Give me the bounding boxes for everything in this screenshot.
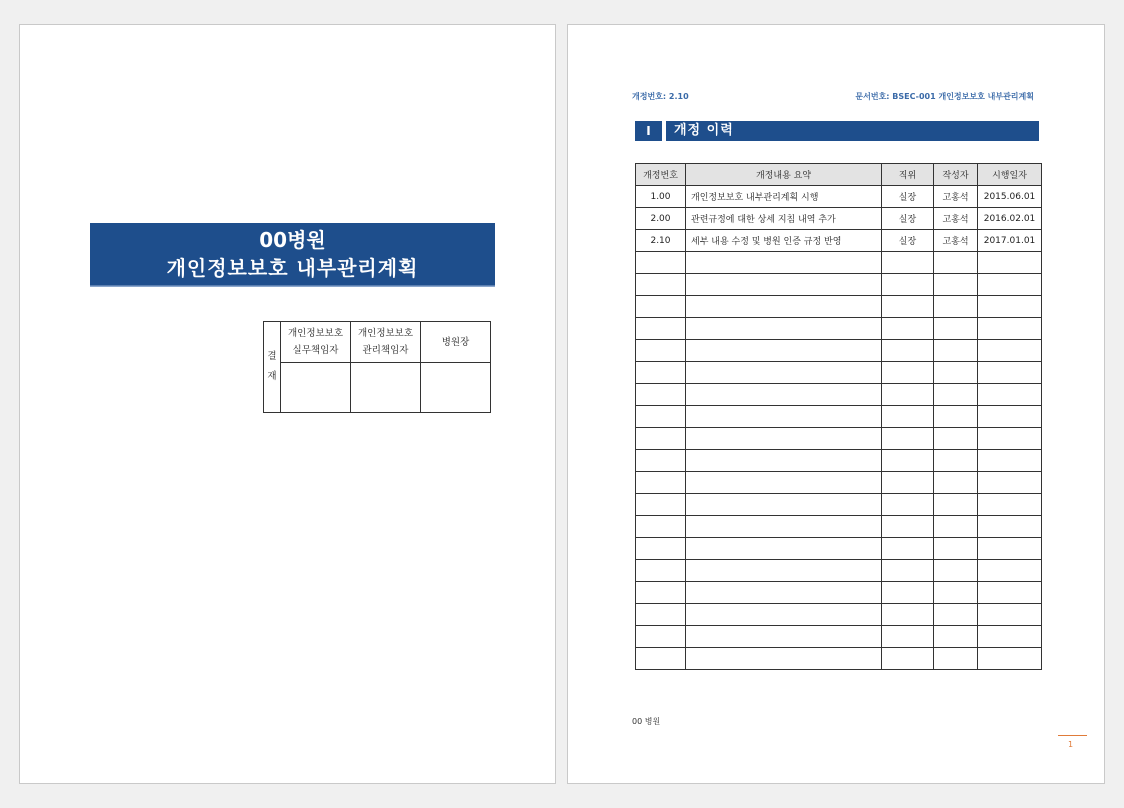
table-cell: [636, 494, 686, 516]
table-cell: [636, 582, 686, 604]
table-cell: [882, 318, 934, 340]
table-cell: [978, 406, 1042, 428]
table-header-row: [636, 164, 1042, 186]
table-row: [636, 186, 1042, 208]
table-row: [636, 208, 1042, 230]
table-row-empty: [636, 384, 1042, 406]
table-cell: 2.10: [636, 230, 686, 252]
approval-table: [263, 321, 491, 413]
table-cell: [882, 604, 934, 626]
table-row-empty: [636, 450, 1042, 472]
column-header: 개정번호: [636, 164, 686, 186]
table-cell: [636, 318, 686, 340]
table-cell: [978, 450, 1042, 472]
table-cell: [934, 560, 978, 582]
table-row-empty: [636, 538, 1042, 560]
table-cell: [978, 582, 1042, 604]
table-cell: [686, 648, 882, 670]
table-cell: [686, 472, 882, 494]
table-cell: 실장: [882, 186, 934, 208]
approval-header-text: 개인정보보호: [357, 328, 414, 339]
table-cell: [882, 472, 934, 494]
table-row-empty: [636, 472, 1042, 494]
table-cell: [636, 340, 686, 362]
table-cell: [934, 516, 978, 538]
table-cell: 2017.01.01: [978, 230, 1042, 252]
table-cell: [934, 450, 978, 472]
table-cell: [686, 274, 882, 296]
table-cell: [686, 516, 882, 538]
table-cell: [686, 626, 882, 648]
page-number: 1: [1068, 740, 1074, 749]
table-cell: [978, 274, 1042, 296]
table-cell: [978, 340, 1042, 362]
approval-header-manager: [351, 322, 421, 363]
table-cell: [686, 296, 882, 318]
revision-history-page: [567, 24, 1105, 784]
section-number: I: [635, 121, 662, 141]
table-cell: [934, 296, 978, 318]
table-row-empty: [636, 516, 1042, 538]
table-cell: [636, 626, 686, 648]
cover-title-banner: [90, 223, 495, 287]
table-cell: [882, 648, 934, 670]
table-cell: 2016.02.01: [978, 208, 1042, 230]
table-row-empty: [636, 626, 1042, 648]
table-cell: 고홍석: [934, 186, 978, 208]
table-cell: [882, 494, 934, 516]
table-cell: 고홍석: [934, 230, 978, 252]
table-cell: [686, 384, 882, 406]
table-cell: [882, 428, 934, 450]
table-cell: [882, 450, 934, 472]
table-cell: [934, 472, 978, 494]
table-cell: [686, 252, 882, 274]
approval-side-label: [264, 322, 281, 413]
table-cell: [978, 296, 1042, 318]
column-header: 개정내용 요약: [686, 164, 882, 186]
table-row-empty: [636, 340, 1042, 362]
table-row-empty: [636, 274, 1042, 296]
table-cell: [636, 406, 686, 428]
table-cell: 실장: [882, 230, 934, 252]
table-cell: [882, 516, 934, 538]
table-cell: 2015.06.01: [978, 186, 1042, 208]
table-cell: 관련규정에 대한 상세 지침 내역 추가: [686, 208, 882, 230]
table-cell: [686, 318, 882, 340]
column-header: 작성자: [934, 164, 978, 186]
table-cell: [636, 604, 686, 626]
approval-header-text: 실무책임자: [292, 345, 339, 356]
table-cell: [882, 252, 934, 274]
table-cell: 고홍석: [934, 208, 978, 230]
table-cell: [686, 450, 882, 472]
table-cell: [882, 296, 934, 318]
signature-box: [281, 363, 351, 413]
document-title: 개인정보보호 내부관리계획: [166, 256, 419, 280]
table-cell: [882, 384, 934, 406]
table-cell: [978, 604, 1042, 626]
table-cell: [882, 560, 934, 582]
approval-header-text: 개인정보보호: [287, 328, 344, 339]
table-cell: [882, 274, 934, 296]
table-cell: [978, 384, 1042, 406]
footer-divider: [1058, 735, 1087, 736]
table-cell: [636, 296, 686, 318]
table-cell: [882, 538, 934, 560]
table-cell: [934, 582, 978, 604]
table-cell: [934, 428, 978, 450]
footer-hospital: 00 병원: [632, 717, 661, 726]
table-cell: [636, 252, 686, 274]
document-number-header: 문서번호: BSEC-001 개인정보보호 내부관리계획: [855, 92, 1034, 101]
table-row-empty: [636, 362, 1042, 384]
table-row-empty: [636, 252, 1042, 274]
cover-page: [19, 24, 556, 784]
table-cell: [686, 406, 882, 428]
table-cell: [934, 626, 978, 648]
table-cell: [636, 472, 686, 494]
approval-header-text: 관리책임자: [362, 345, 409, 356]
signature-box: [351, 363, 421, 413]
table-row-empty: [636, 582, 1042, 604]
table-cell: [978, 494, 1042, 516]
title-underline: [90, 286, 495, 287]
hospital-name: 00병원: [259, 228, 326, 252]
table-cell: [636, 274, 686, 296]
signature-box: [421, 363, 491, 413]
table-row-empty: [636, 296, 1042, 318]
table-cell: [882, 626, 934, 648]
approval-header-text: 병원장: [441, 336, 470, 348]
table-cell: [636, 560, 686, 582]
table-cell: [934, 318, 978, 340]
table-row-empty: [636, 494, 1042, 516]
table-cell: 개인정보보호 내부관리계획 시행: [686, 186, 882, 208]
table-cell: [882, 340, 934, 362]
table-cell: [978, 362, 1042, 384]
table-cell: 실장: [882, 208, 934, 230]
revision-number-header: 개정번호: 2.10: [632, 92, 689, 101]
table-cell: [978, 626, 1042, 648]
approval-side-char-2: 재: [267, 371, 277, 382]
table-cell: 2.00: [636, 208, 686, 230]
table-cell: [934, 252, 978, 274]
table-cell: [882, 406, 934, 428]
table-cell: [978, 648, 1042, 670]
table-cell: [686, 340, 882, 362]
approval-side-char-1: 결: [267, 351, 277, 362]
revision-table: [635, 163, 1042, 670]
table-cell: [978, 472, 1042, 494]
table-cell: [934, 340, 978, 362]
table-cell: [636, 384, 686, 406]
table-row-empty: [636, 560, 1042, 582]
table-cell: [978, 252, 1042, 274]
table-row-empty: [636, 428, 1042, 450]
approval-header-director: [421, 322, 491, 363]
table-cell: [686, 428, 882, 450]
column-header: 시행일자: [978, 164, 1042, 186]
table-cell: [636, 538, 686, 560]
column-header: 직위: [882, 164, 934, 186]
table-cell: [934, 494, 978, 516]
table-cell: [978, 318, 1042, 340]
table-cell: [686, 582, 882, 604]
table-cell: [636, 648, 686, 670]
table-cell: [934, 362, 978, 384]
table-cell: [934, 648, 978, 670]
table-cell: [686, 560, 882, 582]
table-cell: [978, 538, 1042, 560]
table-cell: [882, 362, 934, 384]
table-cell: 1.00: [636, 186, 686, 208]
table-cell: [636, 362, 686, 384]
table-cell: 세부 내용 수정 및 병원 인증 규정 반영: [686, 230, 882, 252]
table-cell: [934, 538, 978, 560]
table-cell: [636, 516, 686, 538]
approval-header-practical: [281, 322, 351, 363]
table-row-empty: [636, 648, 1042, 670]
table-cell: [978, 516, 1042, 538]
table-cell: [686, 362, 882, 384]
table-cell: [934, 406, 978, 428]
table-cell: [978, 428, 1042, 450]
table-cell: [934, 274, 978, 296]
table-row-empty: [636, 406, 1042, 428]
table-row-empty: [636, 604, 1042, 626]
table-cell: [636, 450, 686, 472]
table-row-empty: [636, 318, 1042, 340]
table-cell: [978, 560, 1042, 582]
table-cell: [686, 538, 882, 560]
table-cell: [882, 582, 934, 604]
table-cell: [934, 604, 978, 626]
table-cell: [934, 384, 978, 406]
section-title: 개정 이력: [666, 121, 1039, 141]
table-cell: [686, 604, 882, 626]
table-cell: [636, 428, 686, 450]
table-cell: [686, 494, 882, 516]
table-row: [636, 230, 1042, 252]
